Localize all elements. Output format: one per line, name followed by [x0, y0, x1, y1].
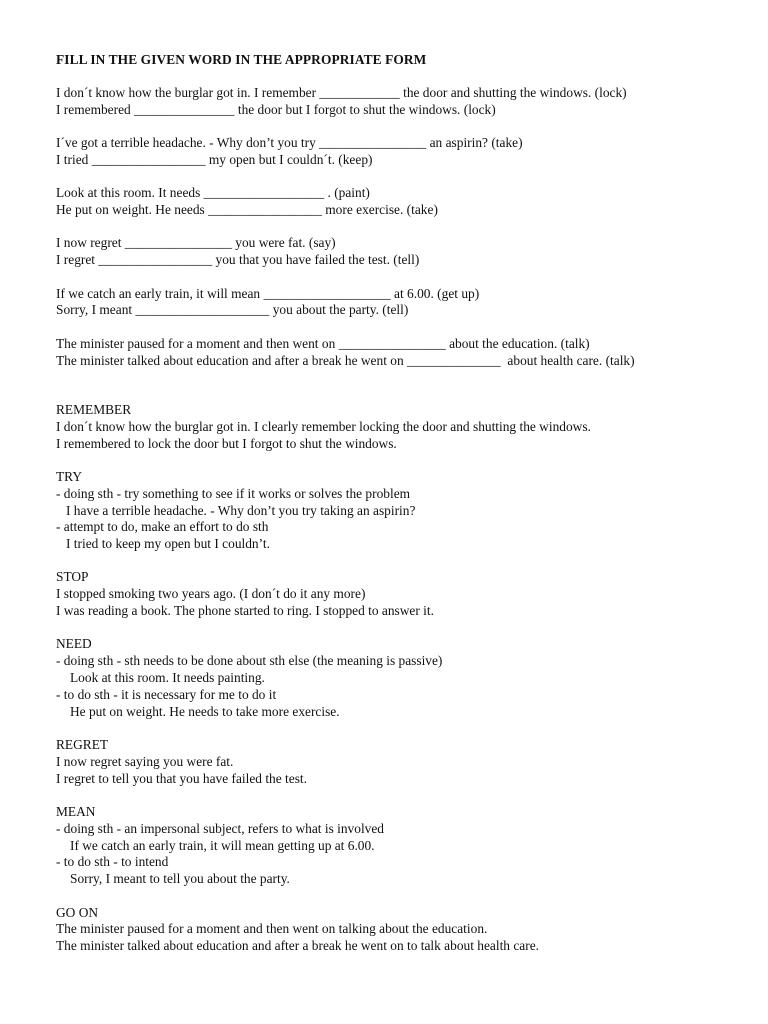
- section-line: I stopped smoking two years ago. (I don´t do it any more): [56, 586, 366, 602]
- exercise-pair: [56, 185, 736, 219]
- grammar-section-try: [56, 469, 736, 553]
- grammar-section-go-on: [56, 905, 736, 955]
- section-line: I tried to keep my open but I couldn’t.: [66, 536, 270, 552]
- exercise-list: [56, 85, 736, 370]
- exercise-pair: [56, 235, 736, 269]
- exercise-line: I tried _________________ my open but I couldn´t. (keep): [56, 151, 373, 167]
- grammar-section-mean: [56, 804, 736, 888]
- section-line: - to do sth - to intend: [56, 854, 169, 870]
- section-line: If we catch an early train, it will mean getting up at 6.00.: [70, 837, 375, 853]
- worksheet-page: [56, 52, 736, 972]
- grammar-section-stop: [56, 569, 736, 619]
- section-heading: STOP: [56, 569, 89, 585]
- section-line: I don´t know how the burglar got in. I clearly remember locking the door and shutting the windows.: [56, 418, 591, 434]
- section-heading: GO ON: [56, 904, 99, 920]
- section-heading: REMEMBER: [56, 401, 132, 417]
- section-heading: REGRET: [56, 737, 109, 753]
- section-line: - doing sth - try something to see if it works or solves the problem: [56, 485, 411, 501]
- exercise-line: I regret _________________ you that you have failed the test. (tell): [56, 252, 420, 268]
- section-line: - doing sth - an impersonal subject, refers to what is involved: [56, 820, 384, 836]
- section-line: The minister talked about education and after a break he went on to talk about health care.: [56, 938, 539, 954]
- exercise-pair: [56, 336, 736, 370]
- grammar-section-regret: [56, 737, 736, 787]
- grammar-section-remember: [56, 402, 736, 452]
- exercise-line: I now regret ________________ you were fat. (say): [56, 235, 336, 251]
- section-heading: NEED: [56, 636, 92, 652]
- exercise-line: He put on weight. He needs _________________ more exercise. (take): [56, 201, 438, 217]
- spacer: [56, 386, 736, 402]
- section-line: - to do sth - it is necessary for me to do it: [56, 686, 277, 702]
- section-line: Sorry, I meant to tell you about the party.: [70, 871, 290, 887]
- section-heading: TRY: [56, 468, 83, 484]
- section-line: I now regret saying you were fat.: [56, 753, 234, 769]
- exercise-line: Sorry, I meant ____________________ you about the party. (tell): [56, 302, 409, 318]
- exercise-line: I remembered _______________ the door but I forgot to shut the windows. (lock): [56, 101, 496, 117]
- exercise-pair: [56, 286, 736, 320]
- section-line: I was reading a book. The phone started to ring. I stopped to answer it.: [56, 603, 434, 619]
- exercise-line: I don´t know how the burglar got in. I remember ____________ the door and shutting the windows. (lock): [56, 84, 627, 100]
- exercise-line: If we catch an early train, it will mean ___________________ at 6.00. (get up): [56, 285, 480, 301]
- section-line: - attempt to do, make an effort to do sth: [56, 519, 269, 535]
- section-line: I remembered to lock the door but I forgot to shut the windows.: [56, 435, 397, 451]
- grammar-explanations: [56, 402, 736, 955]
- worksheet-title: FILL IN THE GIVEN WORD IN THE APPROPRIATE FORM: [56, 52, 427, 67]
- section-line: Look at this room. It needs painting.: [70, 670, 265, 686]
- exercise-line: The minister talked about education and after a break he went on ______________ about health care. (talk): [56, 352, 635, 368]
- section-line: - doing sth - sth needs to be done about sth else (the meaning is passive): [56, 653, 443, 669]
- section-line: He put on weight. He needs to take more exercise.: [70, 703, 340, 719]
- exercise-line: The minister paused for a moment and then went on ________________ about the education. (talk): [56, 335, 590, 351]
- exercise-pair: [56, 135, 736, 169]
- grammar-section-need: [56, 636, 736, 720]
- section-heading: MEAN: [56, 804, 96, 820]
- section-line: The minister paused for a moment and then went on talking about the education.: [56, 921, 488, 937]
- exercise-line: Look at this room. It needs __________________ . (paint): [56, 185, 370, 201]
- exercise-pair: [56, 85, 736, 119]
- section-line: I have a terrible headache. - Why don’t you try taking an aspirin?: [66, 502, 416, 518]
- exercise-line: I´ve got a terrible headache. - Why don’t you try ________________ an aspirin? (take): [56, 134, 523, 150]
- section-line: I regret to tell you that you have failed the test.: [56, 770, 307, 786]
